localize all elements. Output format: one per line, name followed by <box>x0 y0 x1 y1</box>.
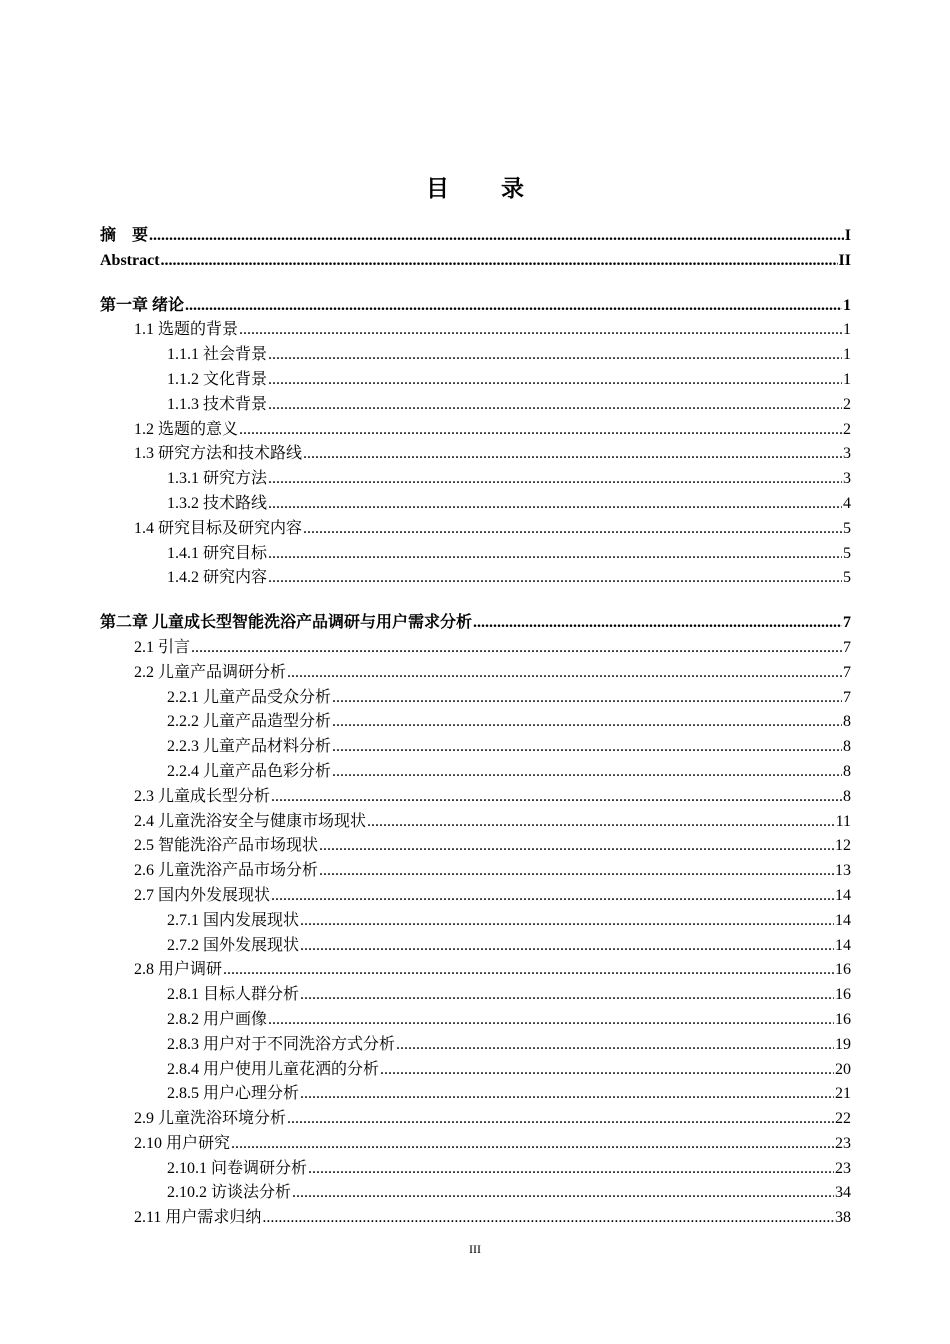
toc-entry-label: 2.9 儿童洗浴环境分析 <box>134 1110 287 1128</box>
toc-entry-label: 2.7.1 国内发展现状 <box>167 911 300 929</box>
toc-entry[interactable] <box>100 983 851 1008</box>
toc-entry[interactable] <box>100 611 851 636</box>
toc-entry[interactable] <box>100 1033 851 1058</box>
toc-entry[interactable] <box>100 294 851 319</box>
toc-entry-page: 16 <box>835 1010 851 1028</box>
toc-entry-page: 2 <box>843 395 851 413</box>
toc-entry-page: 8 <box>843 738 851 756</box>
toc-entry-label: 2.5 智能洗浴产品市场现状 <box>134 837 319 855</box>
toc-entry-label: 1.4.1 研究目标 <box>167 544 268 562</box>
toc-entry-label: 2.6 儿童洗浴产品市场分析 <box>134 862 319 880</box>
toc-entry-label: 1.3.2 技术路线 <box>167 494 268 512</box>
toc-entry[interactable] <box>100 958 851 983</box>
toc-entry[interactable] <box>100 1181 851 1206</box>
toc-entry-page: 7 <box>843 638 851 656</box>
toc-entry[interactable] <box>100 393 851 418</box>
toc-dot-leader <box>319 834 834 859</box>
toc-dot-leader <box>268 542 842 567</box>
toc-dot-leader <box>149 224 844 249</box>
toc-entry[interactable] <box>100 884 851 909</box>
page-title: 目 录 <box>425 175 546 202</box>
toc-entry[interactable] <box>100 1008 851 1033</box>
toc-entry-label: 第二章 儿童成长型智能洗浴产品调研与用户需求分析 <box>100 614 473 632</box>
toc-entry-label: 1.3 研究方法和技术路线 <box>134 445 303 463</box>
toc-dot-leader <box>332 686 842 711</box>
toc-entry-page: 8 <box>843 762 851 780</box>
toc-entry-page: 14 <box>835 886 851 904</box>
toc-dot-leader <box>292 1181 834 1206</box>
toc-entry-page: 19 <box>835 1035 851 1053</box>
toc-entry-page: II <box>838 251 851 269</box>
toc-entry[interactable] <box>100 418 851 443</box>
toc-entry-label: 1.2 选题的意义 <box>134 420 239 438</box>
toc-dot-leader <box>191 636 842 661</box>
toc-dot-leader <box>332 760 842 785</box>
toc-entry-label: 2.8.2 用户画像 <box>167 1010 268 1028</box>
toc-entry-page: 5 <box>843 544 851 562</box>
toc-entry-label: 1.3.1 研究方法 <box>167 470 268 488</box>
toc-entry[interactable] <box>100 224 851 249</box>
toc-dot-leader <box>287 1107 834 1132</box>
toc-entry-page: 5 <box>843 519 851 537</box>
toc-dot-leader <box>332 710 842 735</box>
toc-entry-page: 21 <box>835 1085 851 1103</box>
toc-dot-leader <box>268 343 842 368</box>
toc-entry-page: 1 <box>843 296 851 314</box>
toc-dot-leader <box>268 566 842 591</box>
toc-entry[interactable] <box>100 859 851 884</box>
toc-entry[interactable] <box>100 1058 851 1083</box>
toc-entry[interactable] <box>100 686 851 711</box>
toc-dot-leader <box>271 884 834 909</box>
toc-entry-page: 14 <box>835 936 851 954</box>
toc-dot-leader <box>380 1058 834 1083</box>
toc-entry-page: I <box>844 227 851 244</box>
toc-entry[interactable] <box>100 909 851 934</box>
toc-entry-label: 2.1 引言 <box>134 638 191 656</box>
toc-entry-label: 2.8.3 用户对于不同洗浴方式分析 <box>167 1035 396 1053</box>
toc-entry-label: 第一章 绪论 <box>100 296 185 314</box>
toc-entry[interactable] <box>100 735 851 760</box>
toc-entry-page: 1 <box>843 321 851 339</box>
toc-dot-leader <box>262 1206 834 1231</box>
toc-dot-leader <box>223 958 834 983</box>
toc-entry-label: 2.7.2 国外发展现状 <box>167 936 300 954</box>
toc-entry-page: 2 <box>843 420 851 438</box>
toc-dot-leader <box>300 909 834 934</box>
toc-entry-page: 1 <box>843 346 851 364</box>
toc-entry[interactable] <box>100 785 851 810</box>
toc-dot-leader <box>303 517 842 542</box>
toc-entry[interactable] <box>100 492 851 517</box>
toc-dot-leader <box>185 294 842 319</box>
toc-dot-leader <box>308 1157 834 1182</box>
toc-entry-label: 2.8.1 目标人群分析 <box>167 986 300 1004</box>
toc-dot-leader <box>268 467 842 492</box>
toc-dot-leader <box>239 418 842 443</box>
toc-dot-leader <box>271 785 842 810</box>
toc-entry[interactable] <box>100 661 851 686</box>
toc-entry-page: 13 <box>835 862 851 880</box>
toc-entry[interactable] <box>100 1206 851 1231</box>
toc-entry-page: 3 <box>843 445 851 463</box>
page-number: III <box>469 1242 481 1256</box>
toc-entry[interactable] <box>100 1082 851 1107</box>
toc-entry-page: 23 <box>835 1159 851 1177</box>
toc-dot-leader <box>268 492 842 517</box>
toc-dot-leader <box>268 1008 834 1033</box>
toc-entry-page: 16 <box>835 986 851 1004</box>
toc-entry-label: 1.1 选题的背景 <box>134 321 239 339</box>
toc-entry-label: 2.10 用户研究 <box>134 1134 231 1152</box>
toc-entry[interactable] <box>100 810 851 835</box>
toc-entry-label: 2.2 儿童产品调研分析 <box>134 663 287 681</box>
toc-entry-page: 7 <box>843 663 851 681</box>
toc-entry[interactable] <box>100 1132 851 1157</box>
toc-entry-label: Abstract <box>100 251 160 269</box>
toc-entry-label: 1.4 研究目标及研究内容 <box>134 519 303 537</box>
toc-entry-page: 3 <box>843 470 851 488</box>
toc-entry-label: 2.10.1 问卷调研分析 <box>167 1159 308 1177</box>
toc-entry-label: 2.11 用户需求归纳 <box>134 1209 262 1227</box>
toc-dot-leader <box>396 1033 834 1058</box>
toc-entry-page: 34 <box>835 1184 851 1202</box>
toc-entry-page: 22 <box>835 1110 851 1128</box>
toc-entry[interactable] <box>100 934 851 959</box>
toc-entry-page: 16 <box>835 961 851 979</box>
toc-entry-label: 1.1.1 社会背景 <box>167 346 268 364</box>
toc-dot-leader <box>268 393 842 418</box>
toc-entry-label: 2.2.1 儿童产品受众分析 <box>167 688 332 706</box>
toc-dot-leader <box>473 611 842 636</box>
toc-entry[interactable] <box>100 249 851 274</box>
toc-entry-label: 2.2.3 儿童产品材料分析 <box>167 738 332 756</box>
toc-entry[interactable] <box>100 542 851 567</box>
toc-entry-page: 5 <box>843 569 851 587</box>
toc-entry[interactable] <box>100 710 851 735</box>
toc-entry[interactable] <box>100 368 851 393</box>
toc-entry-label: 2.4 儿童洗浴安全与健康市场现状 <box>134 812 367 830</box>
toc-entry[interactable] <box>100 517 851 542</box>
toc-entry-label: 2.10.2 访谈法分析 <box>167 1184 292 1202</box>
toc-dot-leader <box>239 318 842 343</box>
toc-entry-label: 2.8.4 用户使用儿童花洒的分析 <box>167 1060 380 1078</box>
toc-dot-leader <box>300 1082 834 1107</box>
toc-entry-page: 12 <box>835 837 851 855</box>
toc-dot-leader <box>287 661 842 686</box>
toc-entry-page: 7 <box>843 614 851 632</box>
toc-entry[interactable] <box>100 760 851 785</box>
toc-entry-page: 4 <box>843 494 851 512</box>
toc-dot-leader <box>268 368 842 393</box>
toc-dot-leader <box>367 810 835 835</box>
toc-entry-page: 14 <box>835 911 851 929</box>
toc-entry[interactable] <box>100 343 851 368</box>
toc-entry-page: 8 <box>843 713 851 731</box>
toc-entry[interactable] <box>100 442 851 467</box>
toc-dot-leader <box>231 1132 834 1157</box>
toc-entry-label: 2.2.2 儿童产品造型分析 <box>167 713 332 731</box>
toc-entry-page: 23 <box>835 1134 851 1152</box>
toc-dot-leader <box>300 983 834 1008</box>
toc-entry-label: 2.8 用户调研 <box>134 961 223 979</box>
toc-dot-leader <box>319 859 834 884</box>
toc-entry-label: 摘 要 <box>100 227 149 244</box>
toc-entry[interactable] <box>100 1157 851 1182</box>
toc-entry-label: 2.2.4 儿童产品色彩分析 <box>167 762 332 780</box>
toc-entry[interactable] <box>100 834 851 859</box>
toc-dot-leader <box>332 735 842 760</box>
toc-entry-page: 38 <box>835 1209 851 1227</box>
toc-entry[interactable] <box>100 566 851 591</box>
toc-entry-page: 7 <box>843 688 851 706</box>
toc-entry-label: 2.7 国内外发展现状 <box>134 886 271 904</box>
toc-entry-page: 20 <box>835 1060 851 1078</box>
table-of-contents <box>100 224 851 1231</box>
toc-entry-label: 2.3 儿童成长型分析 <box>134 787 271 805</box>
toc-entry-label: 1.4.2 研究内容 <box>167 569 268 587</box>
toc-entry-page: 1 <box>843 370 851 388</box>
toc-entry-label: 1.1.2 文化背景 <box>167 370 268 388</box>
toc-dot-leader <box>161 249 838 274</box>
toc-entry-page: 8 <box>843 787 851 805</box>
toc-entry-label: 2.8.5 用户心理分析 <box>167 1085 300 1103</box>
toc-entry[interactable] <box>100 467 851 492</box>
toc-entry[interactable] <box>100 318 851 343</box>
toc-entry-label: 1.1.3 技术背景 <box>167 395 268 413</box>
toc-entry[interactable] <box>100 1107 851 1132</box>
toc-dot-leader <box>303 442 842 467</box>
toc-entry-page: 11 <box>835 812 851 830</box>
toc-entry[interactable] <box>100 636 851 661</box>
toc-dot-leader <box>300 934 834 959</box>
